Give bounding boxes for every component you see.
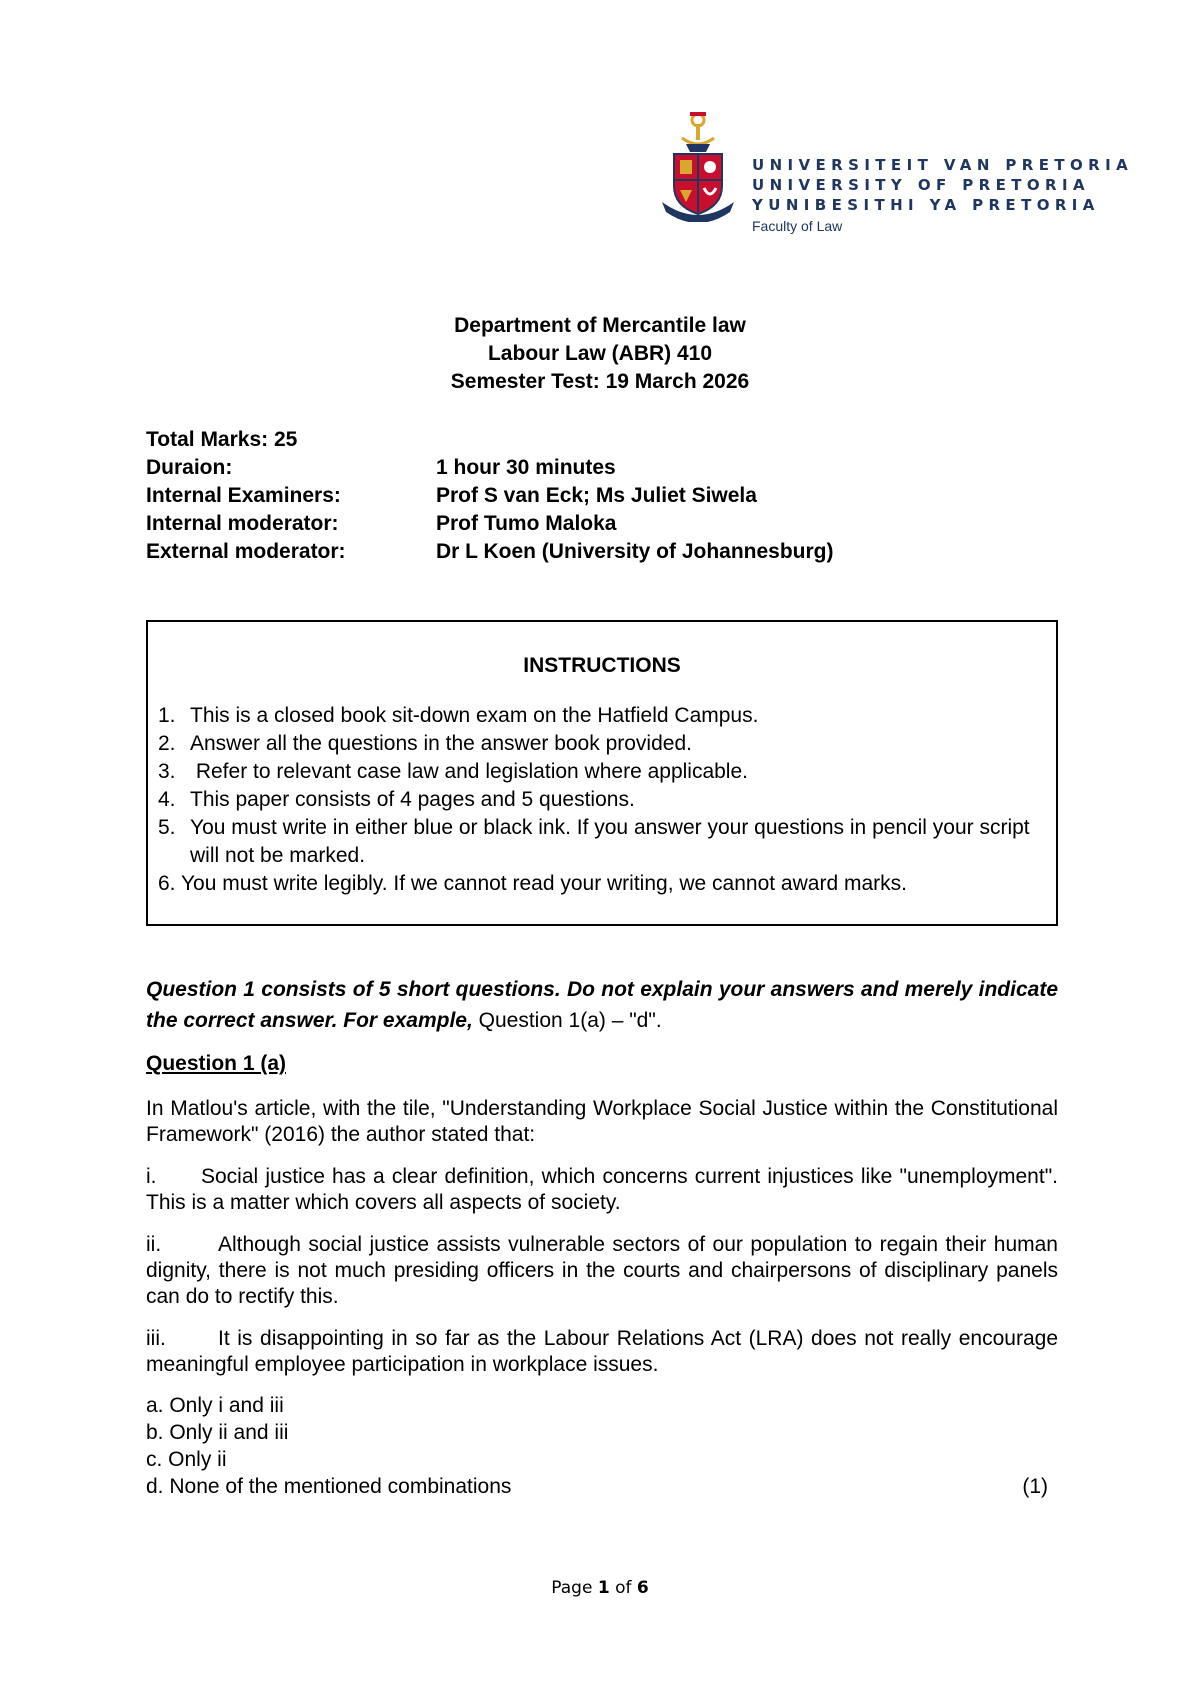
question-1-intro-example: Question 1(a) – "d". — [472, 1009, 662, 1032]
question-marks: (1) — [1022, 1475, 1048, 1498]
question-1-intro-bold: Question 1 consists of 5 short questions. Do not explain your answers and merely indicate the correct answer. For example, — [146, 978, 1058, 1032]
statement-ii — [146, 1232, 1058, 1310]
instruction-text: Refer to relevant case law and legislation where applicable. — [190, 760, 748, 783]
meta-label: Internal moderator: — [146, 512, 339, 535]
instruction-text: This is a closed book sit-down exam on the Hatfield Campus. — [190, 704, 759, 727]
statement-number: iii. — [146, 1327, 166, 1350]
meta-row-internal-moderator — [146, 510, 834, 538]
meta-value: 1 hour 30 minutes — [436, 456, 616, 479]
instruction-text: You must write in either blue or black ink. If you answer your questions in pencil your script will not be marked. — [190, 816, 1030, 867]
instructions-list — [158, 702, 1056, 898]
answer-options — [146, 1392, 1058, 1500]
statement-text: Social justice has a clear definition, which concerns current injustices like "unemployment". This is a matter which covers all aspects of society. — [146, 1165, 1058, 1214]
instructions-title: INSTRUCTIONS — [523, 654, 681, 677]
meta-row-duration — [146, 454, 834, 482]
page-word: Page — [551, 1578, 593, 1598]
page-footer — [0, 1578, 1200, 1598]
question-1-intro — [146, 974, 1058, 1036]
option-d-row — [146, 1473, 1058, 1500]
option-b: b. Only ii and iii — [146, 1421, 289, 1444]
meta-value: Dr L Koen (University of Johannesburg) — [436, 540, 834, 563]
option-a: a. Only i and iii — [146, 1394, 284, 1417]
department-title: Department of Mercantile law — [454, 314, 746, 337]
instruction-text: 6. You must write legibly. If we cannot read your writing, we cannot award marks. — [158, 872, 907, 895]
course-title: Labour Law (ABR) 410 — [487, 342, 713, 365]
test-header — [0, 312, 1200, 396]
question-stem: In Matlou's article, with the tile, "Understanding Workplace Social Justice within the Constitutional Framework" (2016) the author stated that: — [146, 1097, 1058, 1146]
meta-value: Prof S van Eck; Ms Juliet Siwela — [436, 484, 757, 507]
option-d: d. None of the mentioned combinations — [146, 1475, 512, 1498]
instructions-box — [146, 620, 1058, 926]
instruction-item — [158, 730, 1056, 758]
meta-label: External moderator: — [146, 540, 346, 563]
instruction-number: 2. — [158, 732, 176, 755]
logo-line-sepedi: YUNIBESITHI YA PRETORIA — [752, 196, 1100, 214]
statement-i — [146, 1164, 1058, 1216]
instruction-text: Answer all the questions in the answer book provided. — [190, 732, 692, 755]
statement-text: It is disappointing in so far as the Labour Relations Act (LRA) does not really encourage meaningful employee participation in workplace issues. — [146, 1327, 1058, 1376]
instruction-item — [158, 814, 1056, 870]
page-total: 6 — [636, 1578, 649, 1598]
meta-row-internal-examiners — [146, 482, 834, 510]
instruction-item — [158, 786, 1056, 814]
logo-line-english: UNIVERSITY OF PRETORIA — [752, 176, 1090, 194]
meta-value: Prof Tumo Maloka — [436, 512, 617, 535]
instruction-number: 4. — [158, 788, 176, 811]
option-c: c. Only ii — [146, 1448, 227, 1471]
logo-faculty: Faculty of Law — [752, 218, 843, 234]
university-crest-icon — [660, 110, 736, 222]
instruction-text: This paper consists of 4 pages and 5 questions. — [190, 788, 635, 811]
question-1a-heading: Question 1 (a) — [146, 1052, 287, 1075]
meta-label: Duraion: — [146, 456, 233, 479]
statement-iii — [146, 1326, 1058, 1378]
test-meta — [146, 426, 834, 566]
page-current: 1 — [597, 1578, 610, 1598]
university-logo — [660, 110, 1134, 235]
instruction-item-last — [158, 870, 1056, 898]
instruction-item — [158, 758, 1056, 786]
statement-text: Although social justice assists vulnerable sectors of our population to regain their human dignity, there is not much presiding officers in the courts and chairpersons of disciplinary panels can do to rectify this. — [146, 1233, 1058, 1308]
instruction-number: 3. — [158, 760, 176, 783]
instruction-item — [158, 702, 1056, 730]
meta-label: Internal Examiners: — [146, 484, 341, 507]
page-of-word: of — [615, 1578, 632, 1598]
total-marks: Total Marks: 25 — [146, 428, 298, 451]
statement-number: i. — [146, 1165, 157, 1188]
instruction-number: 5. — [158, 816, 176, 839]
instruction-number: 1. — [158, 704, 176, 727]
statement-number: ii. — [146, 1233, 162, 1256]
meta-row-external-moderator — [146, 538, 834, 566]
logo-line-afrikaans: UNIVERSITEIT VAN PRETORIA — [752, 156, 1134, 174]
test-date: Semester Test: 19 March 2026 — [450, 370, 750, 393]
